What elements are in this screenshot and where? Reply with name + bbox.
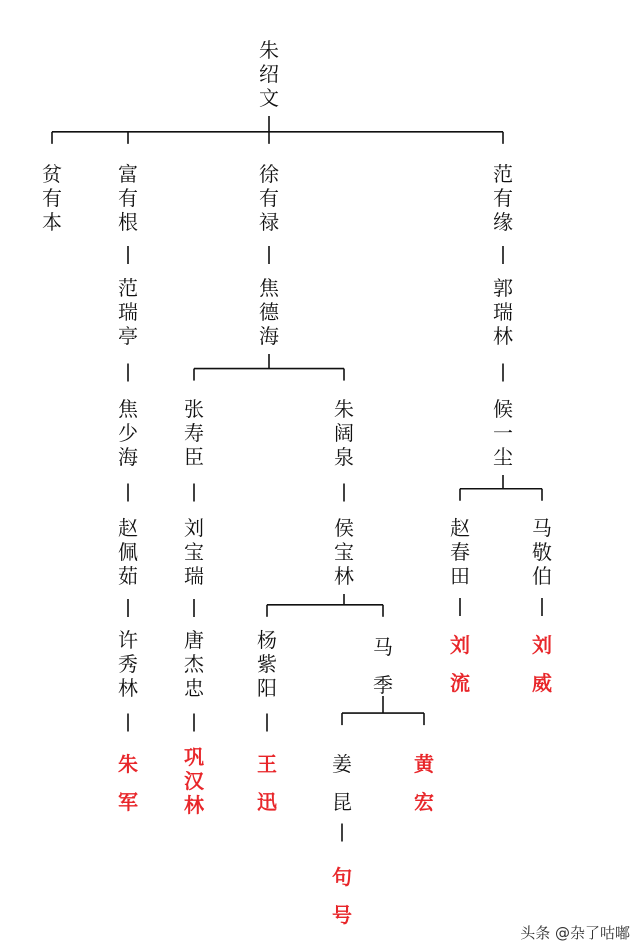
person-fu-yougen: 富有根 (118, 162, 138, 234)
person-fan-youyuan: 范有缘 (493, 162, 513, 234)
person-zhao-chuntian: 赵春田 (450, 516, 470, 588)
person-jiao-dehai: 焦德海 (259, 276, 279, 348)
person-zhu-kuoquan: 朱阔泉 (334, 397, 354, 469)
person-hou-yichen: 候一尘 (493, 397, 513, 469)
person-guo-ruilin: 郭瑞林 (493, 276, 513, 348)
person-ma-ji: 马季 (373, 635, 393, 697)
person-zhao-peiru: 赵佩茹 (118, 516, 138, 588)
person-ju-hao: 句号 (332, 865, 352, 927)
person-jiang-kun: 姜昆 (332, 752, 352, 814)
person-jiao-shaohai: 焦少海 (118, 397, 138, 469)
person-zhang-shouchen: 张寿臣 (184, 397, 204, 469)
person-fan-ruiting: 范瑞亭 (118, 276, 138, 348)
person-zhu-jun: 朱军 (118, 752, 138, 814)
person-xu-youlu: 徐有禄 (259, 162, 279, 234)
person-liu-wei: 刘威 (532, 633, 552, 695)
person-xu-xiulin: 许秀林 (118, 628, 138, 700)
person-pin-youben: 贫有本 (42, 162, 62, 234)
person-huang-hong: 黄宏 (414, 752, 434, 814)
person-zhu-shaowen: 朱绍文 (259, 38, 279, 110)
person-yang-ziyang: 杨紫阳 (257, 628, 277, 700)
person-hou-baolin: 侯宝林 (334, 516, 354, 588)
person-liu-baorui: 刘宝瑞 (184, 516, 204, 588)
person-gong-hanlin: 巩汉林 (184, 745, 204, 817)
watermark: 头条 @杂了咕嘟 (520, 924, 630, 942)
person-ma-jingbo: 马敬伯 (532, 516, 552, 588)
person-liu-liu: 刘流 (450, 633, 470, 695)
person-wang-xun: 王迅 (257, 752, 277, 814)
person-tang-jiezhong: 唐杰忠 (184, 628, 204, 700)
